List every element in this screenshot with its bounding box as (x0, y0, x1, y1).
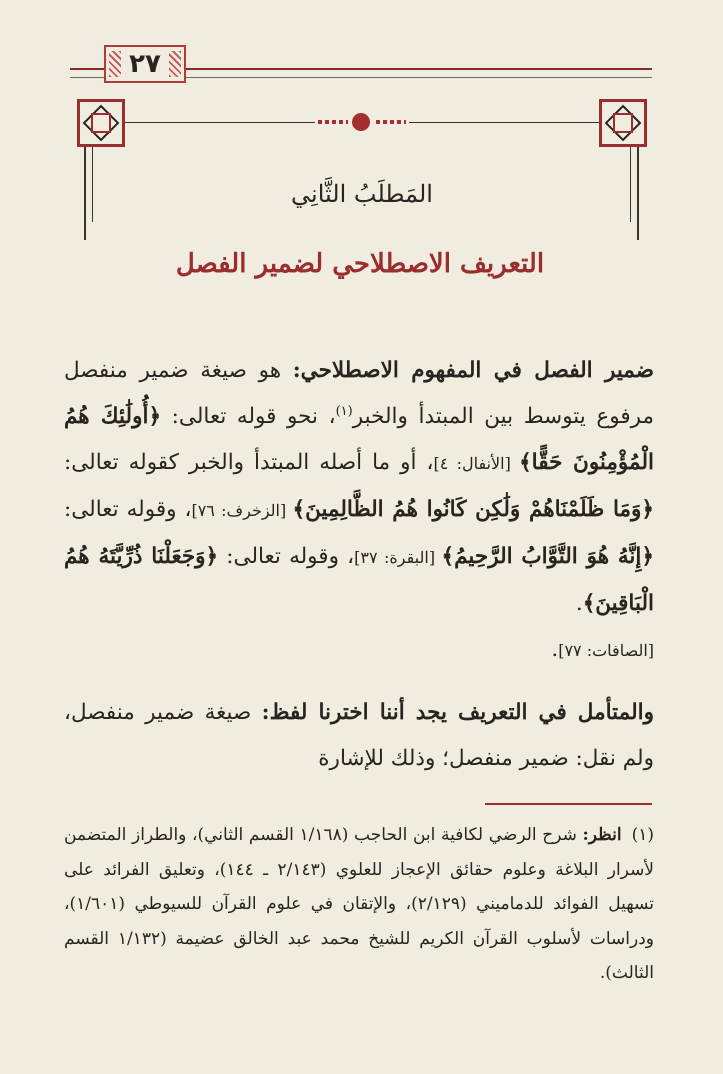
footnote-text: شرح الرضي لكافية ابن الحاجب (١/١٦٨ القسم الثاني)، والطراز المتضمن لأسرار البلاغة وعلوم حقائق الإعجاز للعلوي (٢/١٤٣ ـ ١٤٤)، وتعليق الفرائد على تسهيل الفوائد للدماميني (٢/١٢٩)، والإتقان في علوم القرآن للسيوطي (١/٦٠١)، ودراسات لأسلوب القرآن الكريم للشيخ محمد عبد الخالق عضيمة (١/١٣٢ القسم الثالث). (64, 825, 655, 983)
quran-verse: ﴿أُولَٰئِكَ هُمُ الْمُؤْمِنُونَ حَقًّا﴾ (64, 404, 654, 475)
verse-reference: [الصافات: ٧٧] (558, 641, 654, 660)
footnote-ref[interactable]: (١) (335, 403, 353, 419)
quran-verse: ﴿وَجَعَلْنَا ذُرِّيَّتَهُ هُمُ الْبَاقِينَ﴾ (64, 544, 654, 616)
footnote-number: (١) (631, 825, 654, 845)
verse-reference: [البقرة: ٣٧] (354, 548, 442, 567)
paragraph-text: ، أو ما أصله المبتدأ والخبر كقوله تعالى: (64, 450, 434, 475)
paragraph-text: ، وقوله تعالى: (64, 497, 192, 522)
paragraph-lead: والمتأمل في التعريف يجد أننا اخترنا لفظ: (261, 700, 654, 725)
frame-left-line-inner (92, 147, 93, 222)
footnote (64, 818, 654, 991)
paragraph-text: صيغة ضمير منفصل، ولم نقل: ضمير منفصل؛ وذلك للإشارة (64, 700, 654, 771)
paragraph-definition: ضمير الفصل في المفهوم الاصطلاحي: هو صيغة ضمير منفصل مرفوع يتوسط بين المبتدأ والخبر$^{(١)}$، نحو قوله تعالى: ﴿أُولَٰئِكَ هُمُ الْمُؤْمِنُونَ حَقًّا﴾ [الأنفال: ٤]، أو ما أصله المبتدأ والخبر كقوله تعالى: ﴿وَمَا ظَلَمْنَاهُمْ وَلَٰكِن كَانُوا هُمُ الظَّالِمِينَ﴾ [الزخرف: ٧٦]، وقوله تعالى: ﴿إِنَّهُ هُوَ التَّوَّابُ الرَّحِيمُ﴾ [البقرة: ٣٧]، وقوله تعالى: ﴿وَجَعَلْنَا ذُرِّيَّتَهُ هُمُ الْبَاقِينَ﴾. [الصافات: ٧٧]. (64, 358, 654, 662)
paragraph-text: . (575, 591, 583, 616)
page-number: ٢٧ (129, 49, 161, 79)
quran-verse: ﴿وَمَا ظَلَمْنَاهُمْ وَلَٰكِن كَانُوا هُمُ الظَّالِمِينَ﴾ (292, 497, 654, 522)
paragraph-lead: ضمير الفصل في المفهوم الاصطلاحي: (292, 358, 654, 383)
frame-right-line (637, 147, 639, 240)
frame-top-right-line (409, 122, 599, 123)
paragraph-reflection (64, 690, 654, 782)
paragraph-text: ، وقوله تعالى: (218, 544, 355, 569)
body-text (64, 348, 654, 782)
frame-right-line-inner (630, 147, 631, 222)
ornament-center-icon (318, 113, 406, 131)
section-title: المَطلَبُ الثَّانِي (291, 180, 433, 208)
footnote-divider (485, 803, 652, 805)
paragraph-text: هو صيغة ضمير منفصل مرفوع يتوسط بين المبتدأ والخبر (64, 358, 654, 429)
verse-reference: [الأنفال: ٤] (433, 454, 520, 473)
frame-left-line (84, 147, 86, 240)
ornament-corner-right-icon (599, 99, 647, 147)
footnote-label: انظر: (582, 825, 622, 845)
page-number-box (104, 45, 186, 83)
quran-verse: ﴿إِنَّهُ هُوَ التَّوَّابُ الرَّحِيمُ﴾ (441, 544, 654, 569)
frame-top-left-line (125, 122, 315, 123)
paragraph-text: ، نحو قوله تعالى: (161, 404, 336, 429)
ornament-corner-left-icon (77, 99, 125, 147)
section-subtitle: التعريف الاصطلاحي لضمير الفصل (175, 249, 545, 279)
verse-reference: [الزخرف: ٧٦] (191, 501, 293, 520)
